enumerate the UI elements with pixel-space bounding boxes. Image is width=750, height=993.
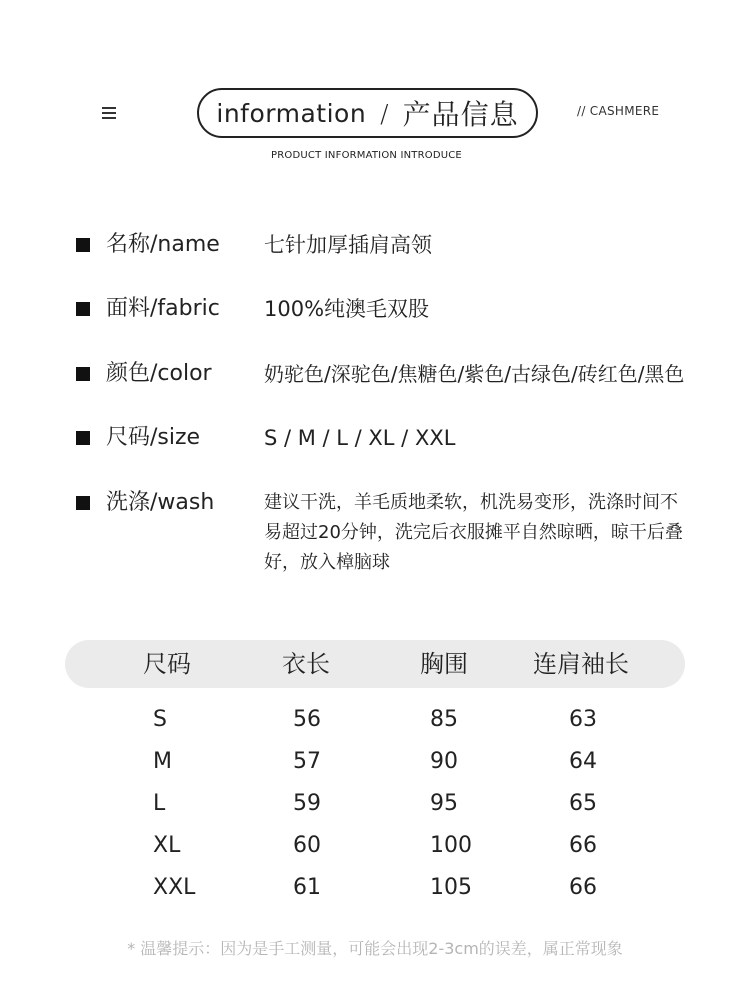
info-value: 建议干洗，羊毛质地柔软，机洗易变形，洗涤时间不易超过20分钟，洗完后衣服摊平自然晾晒，晾干后叠好，放入樟脑球 — [264, 492, 683, 573]
table-cell: L — [153, 791, 166, 816]
info-label: 洗涤/wash — [106, 490, 215, 515]
title-chinese: 产品信息 — [402, 98, 519, 131]
table-cell: XL — [153, 833, 181, 858]
title-english: information — [216, 98, 367, 128]
table-row — [0, 867, 750, 909]
info-value: 七针加厚插肩高领 — [264, 233, 432, 257]
info-label: 面料/fabric — [106, 296, 220, 321]
table-cell: 65 — [569, 791, 597, 816]
table-row — [0, 741, 750, 783]
info-label: 颜色/color — [106, 361, 212, 386]
info-row-fabric — [76, 293, 429, 325]
table-header-sleeve: 连肩袖长 — [533, 650, 629, 678]
table-header-size: 尺码 — [143, 650, 191, 678]
table-cell: 61 — [293, 875, 321, 900]
table-cell: S — [153, 707, 167, 732]
table-row — [0, 825, 750, 867]
table-cell: 105 — [430, 875, 472, 900]
footnote: * 温馨提示：因为是手工测量，可能会出现2-3cm的误差，属正常现象 — [127, 939, 623, 958]
menu-icon — [102, 107, 116, 119]
subtitle: PRODUCT INFORMATION INTRODUCE — [271, 150, 462, 161]
info-label: 尺码/size — [106, 425, 201, 450]
table-cell: 64 — [569, 749, 597, 774]
info-row-size — [76, 422, 455, 454]
brand-tag: // CASHMERE — [577, 104, 660, 118]
table-cell: 95 — [430, 791, 458, 816]
info-row-name — [76, 229, 432, 261]
info-row-color — [76, 358, 684, 390]
table-header-chest: 胸围 — [420, 650, 468, 678]
table-cell: 100 — [430, 833, 472, 858]
info-row-wash — [76, 487, 684, 578]
info-value: S / M / L / XL / XXL — [264, 426, 456, 450]
square-bullet-icon — [76, 496, 90, 510]
table-cell: 60 — [293, 833, 321, 858]
table-cell: M — [153, 749, 172, 774]
table-cell: 59 — [293, 791, 321, 816]
info-label: 名称/name — [106, 232, 220, 257]
square-bullet-icon — [76, 431, 90, 445]
table-row — [0, 783, 750, 825]
table-cell: 57 — [293, 749, 321, 774]
table-cell: 56 — [293, 707, 321, 732]
title-separator: / — [380, 98, 389, 128]
square-bullet-icon — [76, 302, 90, 316]
table-cell: 66 — [569, 875, 597, 900]
info-value: 100%纯澳毛双股 — [264, 297, 430, 321]
table-cell: 63 — [569, 707, 597, 732]
table-cell: 66 — [569, 833, 597, 858]
size-table-header — [65, 640, 685, 688]
table-cell: 90 — [430, 749, 458, 774]
square-bullet-icon — [76, 367, 90, 381]
table-cell: 85 — [430, 707, 458, 732]
info-value: 奶驼色/深驼色/焦糖色/紫色/古绿色/砖红色/黑色 — [264, 362, 685, 386]
square-bullet-icon — [76, 238, 90, 252]
page-title — [197, 88, 538, 138]
table-header-length: 衣长 — [282, 650, 330, 678]
table-cell: XXL — [153, 875, 196, 900]
table-row — [0, 699, 750, 741]
